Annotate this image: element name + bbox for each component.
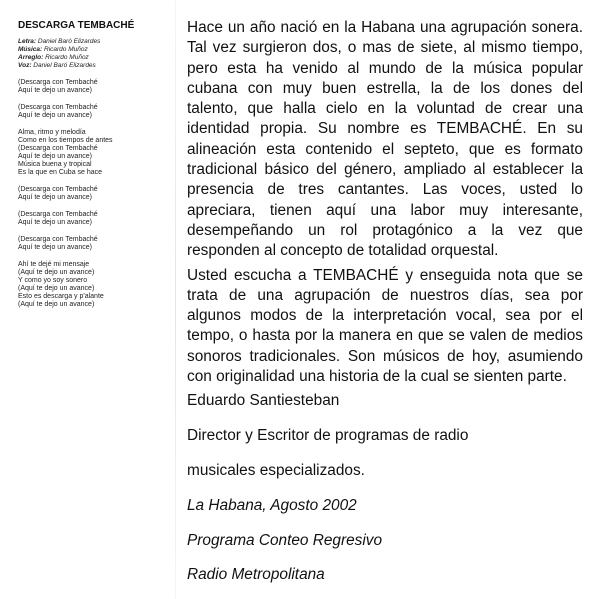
- lyric-line: (Descarga con Tembaché: [18, 211, 98, 218]
- lyric-stanza: [18, 261, 178, 309]
- lyric-line: Aquí te dejo un avance): [18, 153, 92, 160]
- lyric-line: (Aquí te dejo un avance): [18, 301, 95, 308]
- credit-voice: Voz: Daniel Baró Elizardes: [18, 62, 96, 69]
- lyric-line: Aquí te dejo un avance): [18, 112, 92, 119]
- article-column: [187, 18, 583, 586]
- song-title: DESCARGA TEMBACHÉ: [18, 20, 135, 31]
- lyrics-column: [18, 20, 178, 318]
- author-name: Eduardo Santiesteban: [187, 392, 340, 410]
- place-date: La Habana, Agosto 2002: [187, 496, 357, 514]
- credit-music: Música: Ricardo Muñoz: [18, 46, 88, 53]
- lyric-line: Es la que en Cuba se hace: [18, 169, 103, 176]
- lyric-line: (Descarga con Tembaché: [18, 79, 98, 86]
- lyric-stanza: [18, 104, 178, 120]
- lyric-stanza: [18, 129, 178, 177]
- lyric-stanza: [18, 186, 178, 202]
- lyric-stanza: [18, 79, 178, 95]
- lyric-line: (Descarga con Tembaché: [18, 104, 98, 111]
- lyric-line: (Descarga con Tembaché: [18, 145, 98, 152]
- song-credits: [18, 38, 178, 70]
- lyric-line: Alma, ritmo y melodía: [18, 129, 86, 136]
- lyric-line: Ahí te dejé mi mensaje: [18, 261, 90, 268]
- lyric-line: (Aquí te dejo un avance): [18, 269, 95, 276]
- lyric-line: Música buena y tropical: [18, 161, 92, 168]
- lyric-stanza: [18, 236, 178, 252]
- lyric-line: Aquí te dejo un avance): [18, 244, 92, 251]
- lyric-line: Como en los tiempos de antes: [18, 137, 113, 144]
- credit-lyrics: Letra: Daniel Baró Elizardes: [18, 38, 101, 45]
- credit-arrangement: Arreglo: Ricardo Muñoz: [18, 54, 89, 61]
- author-position-line1: Director y Escritor de programas de radio: [187, 427, 469, 445]
- article-paragraph: Hace un año nació en la Habana una agrupación sonera. Tal vez surgieron dos, o mas de siete, al mismo tiempo, pero esta ha venido al mundo de la música popular cubana con muy buen estrella, la de los dones del talento, que halla cielo en la voluntad de crear una identidad propia. Su nombre es TEMBACHÉ. En su alineación esta contenido el septeto, que es formato tradicional básico del género, ampliado al establecer la presencia de tres cantantes. Las voces, usted lo apreciara, tienen aquí una labor muy interesante, desempeñando un rol protagónico a la vez que responden al concepto de totalidad orquestal.: [187, 19, 583, 260]
- lyric-line: Aquí te dejo un avance): [18, 194, 92, 201]
- lyric-line: Aquí te dejo un avance): [18, 87, 92, 94]
- lyric-line: Y como yo soy sonero: [18, 277, 88, 284]
- author-position-line2: musicales especializados.: [187, 461, 365, 479]
- lyric-line: Esto es descarga y p'alante: [18, 293, 104, 300]
- lyric-line: (Descarga con Tembaché: [18, 186, 98, 193]
- lyric-line: (Aquí te dejo un avance): [18, 285, 95, 292]
- article-paragraph: Usted escucha a TEMBACHÉ y enseguida nota que se trata de una agrupación de nuestros días, sea por algunos modos de la interpretación vocal, sea por el tempo, o hasta por la manera en que se valen de medios sonoros tradicionales. Son músicos de hoy, asumiendo con originalidad una historia de la cual se sienten parte.: [187, 266, 583, 386]
- lyric-stanza: [18, 211, 178, 227]
- lyric-line: (Descarga con Tembaché: [18, 236, 98, 243]
- radio-station: Radio Metropolitana: [187, 566, 325, 584]
- lyric-line: Aquí te dejo un avance): [18, 219, 92, 226]
- radio-program: Programa Conteo Regresivo: [187, 531, 383, 549]
